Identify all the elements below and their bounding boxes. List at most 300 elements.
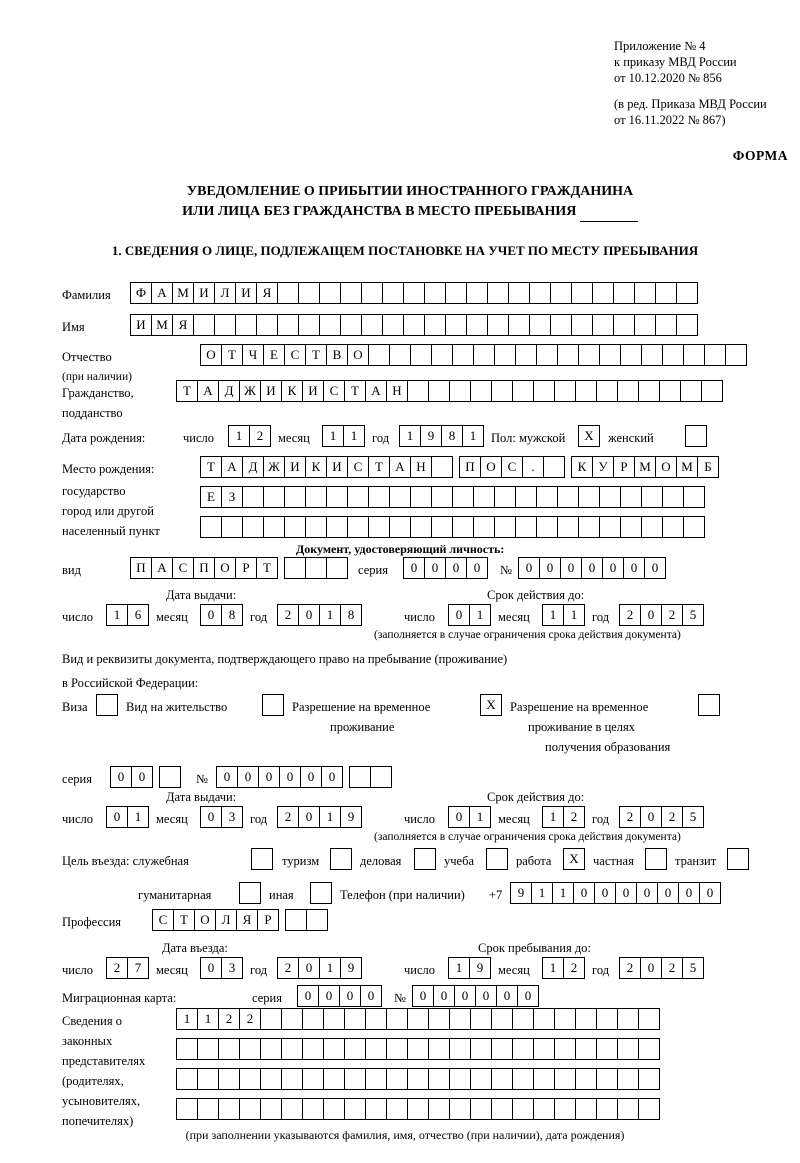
- form-cell[interactable]: [596, 1008, 618, 1030]
- purpose-service-checkbox[interactable]: [251, 848, 273, 870]
- form-cell[interactable]: С: [347, 456, 369, 478]
- form-cell[interactable]: Е: [263, 344, 285, 366]
- form-cell[interactable]: Е: [200, 486, 222, 508]
- form-cell[interactable]: [617, 1098, 639, 1120]
- form-cell[interactable]: [578, 486, 600, 508]
- form-cell[interactable]: И: [326, 456, 348, 478]
- form-cell[interactable]: [407, 1038, 429, 1060]
- purpose-study-checkbox[interactable]: [486, 848, 508, 870]
- form-cell[interactable]: 0: [448, 806, 470, 828]
- form-cell[interactable]: 2: [277, 806, 299, 828]
- form-cell[interactable]: 1: [542, 604, 564, 626]
- form-cell[interactable]: [554, 1068, 576, 1090]
- form-cell[interactable]: [428, 1068, 450, 1090]
- form-cell[interactable]: [449, 1068, 471, 1090]
- form-cell[interactable]: [302, 1068, 324, 1090]
- birth-day-cells[interactable]: [228, 425, 270, 447]
- form-cell[interactable]: 5: [682, 604, 704, 626]
- form-cell[interactable]: 2: [218, 1008, 240, 1030]
- form-cell[interactable]: [260, 1038, 282, 1060]
- legal-reps-row-2-cells[interactable]: [176, 1038, 659, 1060]
- form-cell[interactable]: 0: [106, 806, 128, 828]
- form-cell[interactable]: 5: [682, 806, 704, 828]
- form-cell[interactable]: 9: [469, 957, 491, 979]
- form-cell[interactable]: [557, 486, 579, 508]
- form-cell[interactable]: Т: [344, 380, 366, 402]
- form-cell[interactable]: [662, 344, 684, 366]
- form-cell[interactable]: А: [389, 456, 411, 478]
- form-cell[interactable]: [470, 1098, 492, 1120]
- form-cell[interactable]: 6: [127, 604, 149, 626]
- form-cell[interactable]: [662, 516, 684, 538]
- form-cell[interactable]: Н: [410, 456, 432, 478]
- form-cell[interactable]: [491, 1098, 513, 1120]
- form-cell[interactable]: Т: [368, 456, 390, 478]
- form-cell[interactable]: 2: [277, 957, 299, 979]
- form-cell[interactable]: [407, 1008, 429, 1030]
- edu-residence-checkbox[interactable]: [698, 694, 720, 716]
- form-cell[interactable]: [641, 516, 663, 538]
- form-cell[interactable]: [536, 516, 558, 538]
- form-cell[interactable]: [347, 516, 369, 538]
- form-cell[interactable]: [529, 282, 551, 304]
- form-cell[interactable]: [197, 1038, 219, 1060]
- form-cell[interactable]: Д: [242, 456, 264, 478]
- form-cell[interactable]: [407, 380, 429, 402]
- form-cell[interactable]: 2: [661, 806, 683, 828]
- form-cell[interactable]: [281, 1038, 303, 1060]
- form-cell[interactable]: [368, 344, 390, 366]
- form-cell[interactable]: [491, 1008, 513, 1030]
- form-cell[interactable]: И: [130, 314, 152, 336]
- form-cell[interactable]: [473, 344, 495, 366]
- form-cell[interactable]: Д: [218, 380, 240, 402]
- form-cell[interactable]: [571, 282, 593, 304]
- form-cell[interactable]: [554, 1038, 576, 1060]
- form-cell[interactable]: [683, 344, 705, 366]
- form-cell[interactable]: [533, 380, 555, 402]
- form-cell[interactable]: [449, 1098, 471, 1120]
- permit-valid-day-cells[interactable]: [448, 806, 490, 828]
- form-cell[interactable]: [284, 486, 306, 508]
- form-cell[interactable]: М: [634, 456, 656, 478]
- form-cell[interactable]: [557, 344, 579, 366]
- form-cell[interactable]: 0: [445, 557, 467, 579]
- form-cell[interactable]: [452, 486, 474, 508]
- form-cell[interactable]: С: [501, 456, 523, 478]
- form-cell[interactable]: [424, 282, 446, 304]
- form-cell[interactable]: С: [284, 344, 306, 366]
- sex-female-checkbox[interactable]: [685, 425, 707, 447]
- citizenship-cells[interactable]: [176, 380, 722, 402]
- form-cell[interactable]: [470, 1038, 492, 1060]
- form-cell[interactable]: 1: [127, 806, 149, 828]
- legal-reps-row-4-cells[interactable]: [176, 1098, 659, 1120]
- form-cell[interactable]: [323, 1098, 345, 1120]
- form-cell[interactable]: [571, 314, 593, 336]
- form-cell[interactable]: 8: [441, 425, 463, 447]
- form-cell[interactable]: 1: [448, 957, 470, 979]
- form-cell[interactable]: [410, 516, 432, 538]
- form-cell[interactable]: [617, 380, 639, 402]
- form-cell[interactable]: [473, 516, 495, 538]
- form-cell[interactable]: [281, 1098, 303, 1120]
- form-cell[interactable]: 2: [619, 806, 641, 828]
- form-cell[interactable]: 0: [496, 985, 518, 1007]
- form-cell[interactable]: [701, 380, 723, 402]
- form-cell[interactable]: [470, 380, 492, 402]
- form-cell[interactable]: 0: [448, 604, 470, 626]
- form-cell[interactable]: [452, 516, 474, 538]
- form-cell[interactable]: 0: [615, 882, 637, 904]
- form-cell[interactable]: [659, 380, 681, 402]
- form-cell[interactable]: 0: [454, 985, 476, 1007]
- surname-cells[interactable]: [130, 282, 697, 304]
- form-cell[interactable]: [578, 344, 600, 366]
- form-cell[interactable]: 1: [542, 957, 564, 979]
- form-cell[interactable]: 0: [657, 882, 679, 904]
- form-cell[interactable]: [554, 1098, 576, 1120]
- form-cell[interactable]: [284, 516, 306, 538]
- form-cell[interactable]: [543, 456, 565, 478]
- form-cell[interactable]: [466, 282, 488, 304]
- form-cell[interactable]: [159, 766, 181, 788]
- form-cell[interactable]: [340, 314, 362, 336]
- form-cell[interactable]: 1: [469, 806, 491, 828]
- form-cell[interactable]: [613, 282, 635, 304]
- form-cell[interactable]: [389, 486, 411, 508]
- form-cell[interactable]: [575, 1038, 597, 1060]
- form-cell[interactable]: 0: [699, 882, 721, 904]
- form-cell[interactable]: [361, 282, 383, 304]
- form-cell[interactable]: [200, 516, 222, 538]
- form-cell[interactable]: [620, 486, 642, 508]
- form-cell[interactable]: [592, 314, 614, 336]
- form-cell[interactable]: Ч: [242, 344, 264, 366]
- form-cell[interactable]: [536, 486, 558, 508]
- form-cell[interactable]: 9: [340, 806, 362, 828]
- form-cell[interactable]: А: [151, 557, 173, 579]
- doc-valid-day-cells[interactable]: [448, 604, 490, 626]
- form-cell[interactable]: 0: [602, 557, 624, 579]
- form-cell[interactable]: [508, 314, 530, 336]
- form-cell[interactable]: [365, 1008, 387, 1030]
- form-cell[interactable]: [536, 344, 558, 366]
- form-cell[interactable]: Р: [257, 909, 279, 931]
- form-cell[interactable]: О: [347, 344, 369, 366]
- form-cell[interactable]: 2: [563, 957, 585, 979]
- form-cell[interactable]: [554, 1008, 576, 1030]
- form-cell[interactable]: Т: [176, 380, 198, 402]
- form-cell[interactable]: [529, 314, 551, 336]
- form-cell[interactable]: [193, 314, 215, 336]
- form-cell[interactable]: 1: [542, 806, 564, 828]
- form-cell[interactable]: П: [459, 456, 481, 478]
- form-cell[interactable]: [298, 282, 320, 304]
- form-cell[interactable]: [284, 557, 306, 579]
- form-cell[interactable]: М: [151, 314, 173, 336]
- form-cell[interactable]: [431, 486, 453, 508]
- doc-issue-day-cells[interactable]: [106, 604, 148, 626]
- form-cell[interactable]: 0: [517, 985, 539, 1007]
- form-cell[interactable]: [596, 380, 618, 402]
- form-cell[interactable]: [578, 516, 600, 538]
- form-cell[interactable]: О: [200, 344, 222, 366]
- form-cell[interactable]: 0: [640, 806, 662, 828]
- form-cell[interactable]: 0: [216, 766, 238, 788]
- form-cell[interactable]: [620, 516, 642, 538]
- doc-number-cells[interactable]: [518, 557, 665, 579]
- form-cell[interactable]: [680, 380, 702, 402]
- form-cell[interactable]: 0: [258, 766, 280, 788]
- form-cell[interactable]: К: [281, 380, 303, 402]
- form-cell[interactable]: 0: [424, 557, 446, 579]
- form-cell[interactable]: [533, 1038, 555, 1060]
- form-cell[interactable]: [344, 1098, 366, 1120]
- form-cell[interactable]: Р: [613, 456, 635, 478]
- form-cell[interactable]: [428, 380, 450, 402]
- form-cell[interactable]: [494, 344, 516, 366]
- form-cell[interactable]: [508, 282, 530, 304]
- form-cell[interactable]: [466, 314, 488, 336]
- form-cell[interactable]: [638, 1038, 660, 1060]
- form-cell[interactable]: [361, 314, 383, 336]
- form-cell[interactable]: Л: [215, 909, 237, 931]
- permit-valid-month-cells[interactable]: [542, 806, 584, 828]
- form-cell[interactable]: [344, 1008, 366, 1030]
- form-cell[interactable]: [326, 486, 348, 508]
- form-cell[interactable]: [176, 1068, 198, 1090]
- birth-month-cells[interactable]: [322, 425, 364, 447]
- form-cell[interactable]: [319, 314, 341, 336]
- form-cell[interactable]: 1: [322, 425, 344, 447]
- form-cell[interactable]: [197, 1068, 219, 1090]
- form-cell[interactable]: [407, 1098, 429, 1120]
- form-cell[interactable]: [596, 1068, 618, 1090]
- form-cell[interactable]: [323, 1008, 345, 1030]
- form-cell[interactable]: 1: [228, 425, 250, 447]
- form-cell[interactable]: 0: [237, 766, 259, 788]
- form-cell[interactable]: [319, 282, 341, 304]
- form-cell[interactable]: [431, 456, 453, 478]
- form-cell[interactable]: О: [655, 456, 677, 478]
- form-cell[interactable]: А: [365, 380, 387, 402]
- form-cell[interactable]: [617, 1008, 639, 1030]
- form-cell[interactable]: [494, 516, 516, 538]
- form-cell[interactable]: [368, 516, 390, 538]
- form-cell[interactable]: [617, 1068, 639, 1090]
- form-cell[interactable]: [218, 1098, 240, 1120]
- form-cell[interactable]: [470, 1008, 492, 1030]
- form-cell[interactable]: [554, 380, 576, 402]
- form-cell[interactable]: [449, 1008, 471, 1030]
- form-cell[interactable]: [487, 282, 509, 304]
- form-cell[interactable]: [302, 1098, 324, 1120]
- birthplace-row-3-cells[interactable]: [200, 516, 704, 538]
- legal-reps-row-1-cells[interactable]: [176, 1008, 659, 1030]
- form-cell[interactable]: [512, 1038, 534, 1060]
- form-cell[interactable]: [239, 1068, 261, 1090]
- purpose-other-checkbox[interactable]: [310, 882, 332, 904]
- form-cell[interactable]: Я: [236, 909, 258, 931]
- form-cell[interactable]: [533, 1008, 555, 1030]
- form-cell[interactable]: 0: [594, 882, 616, 904]
- form-cell[interactable]: 3: [221, 806, 243, 828]
- doc-type-cells[interactable]: [130, 557, 347, 579]
- form-cell[interactable]: [662, 486, 684, 508]
- form-cell[interactable]: 0: [298, 604, 320, 626]
- form-cell[interactable]: И: [235, 282, 257, 304]
- form-cell[interactable]: 9: [420, 425, 442, 447]
- permit-number-cells[interactable]: [216, 766, 391, 788]
- form-cell[interactable]: 3: [221, 957, 243, 979]
- form-cell[interactable]: [407, 1068, 429, 1090]
- form-cell[interactable]: С: [152, 909, 174, 931]
- form-cell[interactable]: М: [676, 456, 698, 478]
- form-cell[interactable]: [260, 1068, 282, 1090]
- form-cell[interactable]: 0: [360, 985, 382, 1007]
- form-cell[interactable]: [620, 344, 642, 366]
- form-cell[interactable]: 0: [339, 985, 361, 1007]
- form-cell[interactable]: 1: [552, 882, 574, 904]
- form-cell[interactable]: И: [284, 456, 306, 478]
- form-cell[interactable]: 1: [531, 882, 553, 904]
- form-cell[interactable]: 8: [340, 604, 362, 626]
- form-cell[interactable]: [599, 486, 621, 508]
- form-cell[interactable]: З: [221, 486, 243, 508]
- form-cell[interactable]: [655, 282, 677, 304]
- temp-residence-checkbox[interactable]: X: [480, 694, 502, 716]
- entry-year-cells[interactable]: [277, 957, 361, 979]
- form-cell[interactable]: 0: [298, 957, 320, 979]
- form-cell[interactable]: 1: [469, 604, 491, 626]
- form-cell[interactable]: [575, 1008, 597, 1030]
- profession-cells[interactable]: [152, 909, 327, 931]
- form-cell[interactable]: [281, 1068, 303, 1090]
- form-cell[interactable]: [592, 282, 614, 304]
- permit-issue-year-cells[interactable]: [277, 806, 361, 828]
- form-cell[interactable]: [470, 1068, 492, 1090]
- form-cell[interactable]: П: [193, 557, 215, 579]
- doc-seria-cells[interactable]: [403, 557, 487, 579]
- form-cell[interactable]: [344, 1038, 366, 1060]
- form-cell[interactable]: [305, 516, 327, 538]
- form-cell[interactable]: В: [326, 344, 348, 366]
- form-cell[interactable]: И: [193, 282, 215, 304]
- form-cell[interactable]: [323, 1038, 345, 1060]
- form-cell[interactable]: [512, 380, 534, 402]
- form-cell[interactable]: [634, 314, 656, 336]
- form-cell[interactable]: [512, 1098, 534, 1120]
- form-cell[interactable]: 0: [539, 557, 561, 579]
- form-cell[interactable]: [214, 314, 236, 336]
- form-cell[interactable]: 2: [619, 604, 641, 626]
- form-cell[interactable]: О: [480, 456, 502, 478]
- form-cell[interactable]: [306, 909, 328, 931]
- form-cell[interactable]: Т: [305, 344, 327, 366]
- form-cell[interactable]: [473, 486, 495, 508]
- form-cell[interactable]: [218, 1068, 240, 1090]
- form-cell[interactable]: 1: [319, 957, 341, 979]
- permit-issue-day-cells[interactable]: [106, 806, 148, 828]
- patronymic-cells[interactable]: [200, 344, 746, 366]
- form-cell[interactable]: [638, 1068, 660, 1090]
- form-cell[interactable]: Н: [386, 380, 408, 402]
- form-cell[interactable]: 0: [475, 985, 497, 1007]
- form-cell[interactable]: [533, 1068, 555, 1090]
- stay-month-cells[interactable]: [542, 957, 584, 979]
- form-cell[interactable]: [424, 314, 446, 336]
- mcard-seria-cells[interactable]: [297, 985, 381, 1007]
- form-cell[interactable]: [382, 282, 404, 304]
- form-cell[interactable]: Ф: [130, 282, 152, 304]
- form-cell[interactable]: [298, 314, 320, 336]
- form-cell[interactable]: .: [522, 456, 544, 478]
- entry-month-cells[interactable]: [200, 957, 242, 979]
- form-cell[interactable]: [638, 1098, 660, 1120]
- form-cell[interactable]: 0: [678, 882, 700, 904]
- purpose-humanitarian-checkbox[interactable]: [239, 882, 261, 904]
- form-cell[interactable]: 0: [412, 985, 434, 1007]
- form-cell[interactable]: [428, 1098, 450, 1120]
- form-cell[interactable]: 1: [462, 425, 484, 447]
- form-cell[interactable]: [638, 380, 660, 402]
- form-cell[interactable]: [389, 516, 411, 538]
- form-cell[interactable]: [277, 314, 299, 336]
- form-cell[interactable]: 2: [239, 1008, 261, 1030]
- form-cell[interactable]: А: [197, 380, 219, 402]
- purpose-business-checkbox[interactable]: [414, 848, 436, 870]
- form-cell[interactable]: Т: [200, 456, 222, 478]
- doc-valid-month-cells[interactable]: [542, 604, 584, 626]
- form-cell[interactable]: [575, 1098, 597, 1120]
- form-cell[interactable]: [235, 314, 257, 336]
- form-cell[interactable]: [242, 486, 264, 508]
- form-cell[interactable]: 1: [343, 425, 365, 447]
- doc-issue-year-cells[interactable]: [277, 604, 361, 626]
- form-cell[interactable]: [239, 1038, 261, 1060]
- form-cell[interactable]: [263, 486, 285, 508]
- form-cell[interactable]: [323, 1068, 345, 1090]
- form-cell[interactable]: М: [172, 282, 194, 304]
- form-cell[interactable]: Т: [173, 909, 195, 931]
- form-cell[interactable]: 2: [106, 957, 128, 979]
- form-cell[interactable]: 2: [277, 604, 299, 626]
- sex-male-checkbox[interactable]: X: [578, 425, 600, 447]
- form-cell[interactable]: 1: [399, 425, 421, 447]
- form-cell[interactable]: [347, 486, 369, 508]
- form-cell[interactable]: 0: [433, 985, 455, 1007]
- form-cell[interactable]: Р: [235, 557, 257, 579]
- form-cell[interactable]: [365, 1068, 387, 1090]
- form-cell[interactable]: [326, 557, 348, 579]
- form-cell[interactable]: [557, 516, 579, 538]
- form-cell[interactable]: [641, 486, 663, 508]
- form-cell[interactable]: Т: [256, 557, 278, 579]
- form-cell[interactable]: [410, 344, 432, 366]
- form-cell[interactable]: О: [194, 909, 216, 931]
- form-cell[interactable]: Я: [172, 314, 194, 336]
- form-cell[interactable]: 1: [319, 604, 341, 626]
- form-cell[interactable]: [386, 1038, 408, 1060]
- birth-year-cells[interactable]: [399, 425, 483, 447]
- form-cell[interactable]: [599, 344, 621, 366]
- form-cell[interactable]: 0: [297, 985, 319, 1007]
- form-cell[interactable]: [260, 1008, 282, 1030]
- form-cell[interactable]: 0: [640, 957, 662, 979]
- legal-reps-row-3-cells[interactable]: [176, 1068, 659, 1090]
- form-cell[interactable]: [403, 282, 425, 304]
